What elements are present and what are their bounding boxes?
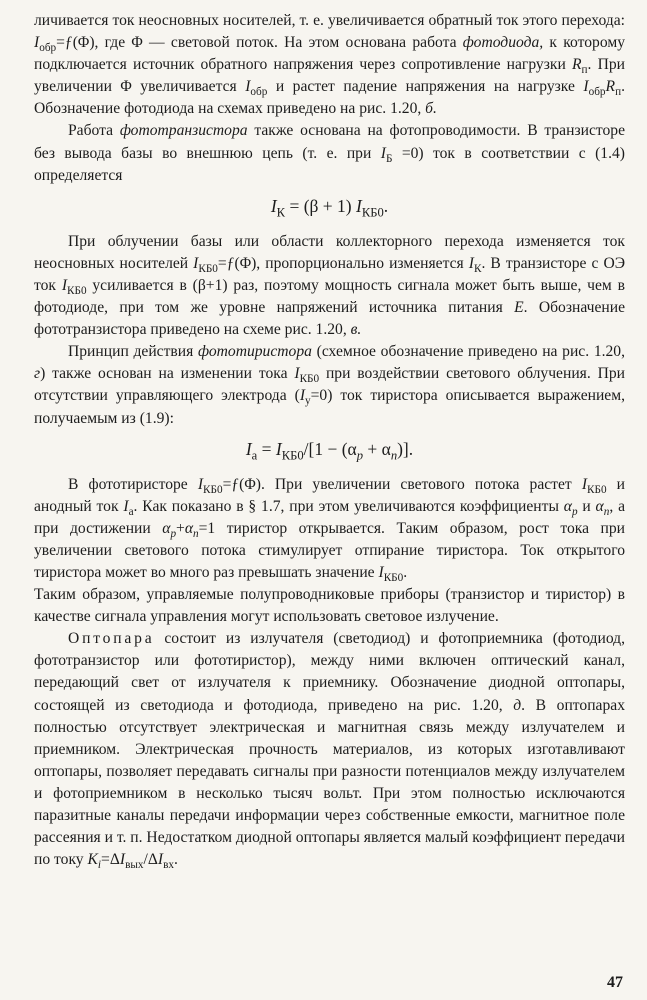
text-run: и <box>577 497 596 515</box>
paragraph <box>34 120 625 186</box>
italic-text: K <box>87 851 98 869</box>
paragraph <box>34 474 625 584</box>
italic-text: I <box>299 387 306 405</box>
page-body <box>34 10 625 871</box>
italic-text: I <box>61 276 68 294</box>
italic-text: R <box>571 56 582 74</box>
paragraph <box>34 231 625 341</box>
italic-text: R <box>605 78 616 96</box>
italic-text: I <box>123 497 129 515</box>
italic-text: I <box>356 195 362 216</box>
italic-text: I <box>294 365 300 383</box>
text-run: )]. <box>397 438 414 459</box>
italic-text: б. <box>425 100 437 118</box>
text-run: =Δ <box>101 851 120 869</box>
italic-text: I <box>197 475 204 493</box>
text-run: /Δ <box>143 851 158 869</box>
subscript: обр <box>39 42 57 55</box>
subscript: p <box>170 527 177 540</box>
subscript: КБ0 <box>587 483 607 496</box>
text-run: и растет падение напряжения на нагрузке <box>267 78 584 96</box>
subscript: КБ0 <box>67 285 87 298</box>
text-run: Таким образом, управляемые полупроводниковые приборы (транзистор и тиристор) в качестве сигнала управления могут использовать световое излучение. <box>34 586 625 626</box>
text-run: личивается ток неосновных носителей, т. е. увеличивается обратный ток этого перехода: <box>34 12 625 29</box>
subscript: КБ0 <box>299 373 320 386</box>
subscript: обр <box>588 86 606 99</box>
text-run: (схемное обозначение приведено на рис. 1.20, <box>311 343 626 361</box>
text-run: и анодный ток <box>34 475 625 515</box>
subscript: Б <box>385 152 393 165</box>
italic-text: I <box>270 195 277 216</box>
text-run: =0) ток в соответствии с (1.4) определяется <box>34 144 625 184</box>
text-run: =0) ток тиристора описывается выражением, получаемым из (1.9): <box>34 387 625 427</box>
text-run: =ƒ(Φ), пропорционально изменяется <box>217 254 469 272</box>
subscript: п <box>581 64 588 77</box>
italic-text: α <box>563 497 572 515</box>
text-run: = <box>257 438 276 459</box>
text-run: ) также основан на изменении тока <box>40 365 295 383</box>
subscript: p <box>356 448 364 463</box>
subscript: обр <box>250 86 268 99</box>
subscript: p <box>571 505 578 518</box>
italic-text: фототиристора <box>197 343 312 361</box>
subscript: i <box>97 859 102 872</box>
text-run: =ƒ(Φ). При увеличении светового потока растет <box>222 475 582 493</box>
formula <box>34 193 625 219</box>
subscript: КБ0 <box>198 262 218 275</box>
subscript: у <box>305 395 311 408</box>
text-run: . <box>174 851 178 869</box>
text-run: Принцип действия <box>68 343 198 361</box>
text-run: Работа <box>68 122 120 140</box>
subscript: КБ0 <box>203 483 223 496</box>
italic-text: г <box>34 365 41 383</box>
text-run: . <box>383 195 389 216</box>
italic-text: I <box>34 34 40 52</box>
subscript: вх <box>163 859 175 872</box>
subscript: КБ0 <box>281 448 304 463</box>
text-run: + α <box>363 438 391 459</box>
text-run: . Обозначение фотодиода на схемах приведено на рис. 1.20, <box>34 78 625 118</box>
text-run: =ƒ(Φ), где Φ — световой поток. На этом основана работа <box>56 34 463 52</box>
subscript: К <box>276 205 286 220</box>
text-run: При облучении базы или области коллекторного перехода изменяется ток неосновных носителей <box>34 232 625 272</box>
italic-text: I <box>193 254 199 272</box>
text-run: усиливается в (β+1) раз, поэтому мощность сигнала может быть выше, чем в фотодиоде, при том же уровне напряжений источника питания <box>34 276 625 317</box>
text-run: . Обозначение фототранзистора приведено на схеме рис. 1.20, <box>34 299 626 339</box>
text-run: В фототиристоре <box>68 475 198 493</box>
paragraph <box>34 10 625 120</box>
text-run: . <box>403 563 408 581</box>
text-run: также основана на фотопроводимости. В транзисторе без вывода базы во внешнюю цепь (т. е. при <box>34 122 625 162</box>
paragraph <box>34 628 625 871</box>
text-run: . В транзисторе с ОЭ ток <box>34 254 626 294</box>
subscript: n <box>603 505 610 518</box>
subscript: а <box>251 448 258 463</box>
italic-text: I <box>380 144 386 162</box>
text-run: =1 тиристор открывается. Таким образом, рост тока при увеличении светового потока стимулирует отпирание тиристора. Ток открытого тиристора может во много раз превышать значение <box>34 519 626 581</box>
text-run: + <box>176 519 185 537</box>
italic-text: I <box>157 851 164 869</box>
text-run: = (β + 1) <box>285 195 357 216</box>
italic-text: α <box>595 497 604 515</box>
italic-text: I <box>581 475 588 493</box>
italic-text: фотодиода, <box>462 34 544 52</box>
page-number: 47 <box>607 974 623 991</box>
paragraph <box>34 584 625 628</box>
text-run: . Как показано в § 1.7, при этом увеличиваются коэффициенты <box>133 497 564 515</box>
subscript: а <box>128 505 134 518</box>
italic-text: фототранзистора <box>119 122 248 140</box>
italic-text: α <box>162 519 171 537</box>
formula <box>34 436 625 462</box>
subscript: n <box>193 527 199 540</box>
italic-text: I <box>275 438 282 459</box>
subscript: КБ0 <box>383 572 404 585</box>
subscript: п <box>615 86 622 99</box>
text-run: к которому подключается источник обратного напряжения через сопротивление нагрузки <box>34 34 626 74</box>
text-run: Оптопара <box>68 630 155 648</box>
text-run: . В оптопарах полностью отсутствует электрическая и магнитная связь между излучателем и приемником. Электрическая прочность материалов, из которых изготавливают оптопары, позволяет передавать сигналы при разности потенциалов между излучателем и фотоприемником в несколько тысяч вольт. При этом полностью исключаются паразитные каналы передачи информации через собственные емкости, магнитное поле рассеяния и т. п. Недостатком диодной оптопары является малый коэффициент передачи по току <box>34 696 625 869</box>
subscript: КБ0 <box>361 205 384 220</box>
italic-text: I <box>245 78 251 96</box>
text-run: , а при достижении <box>34 497 625 537</box>
text-run: /[1 − (α <box>303 438 357 459</box>
italic-text: α <box>184 519 194 537</box>
text-run: . При увеличении Φ увеличивается <box>34 56 626 96</box>
text-run: при воздействии светового облучения. При отсутствии управляющего электрода ( <box>34 365 625 405</box>
italic-text: I <box>583 78 589 96</box>
italic-text: в. <box>350 321 362 339</box>
text-run: состоит из излучателя (светодиод) и фотоприемника (фотодиод, фототранзистор или фототиристор), между ними включен оптический канал, передающий свет от излучателя к приемнику. Обозначение диодной оптопары, состоящей из светодиода и фотодиода, приведено на рис. 1.20, <box>34 630 625 714</box>
subscript: вых <box>125 859 144 872</box>
italic-text: I <box>245 438 252 459</box>
subscript: n <box>390 448 398 463</box>
italic-text: E <box>514 299 524 317</box>
subscript: К <box>473 262 482 275</box>
paragraph <box>34 341 625 429</box>
italic-text: I <box>119 851 126 869</box>
italic-text: д <box>513 696 522 714</box>
italic-text: I <box>378 563 384 581</box>
italic-text: I <box>468 254 474 272</box>
